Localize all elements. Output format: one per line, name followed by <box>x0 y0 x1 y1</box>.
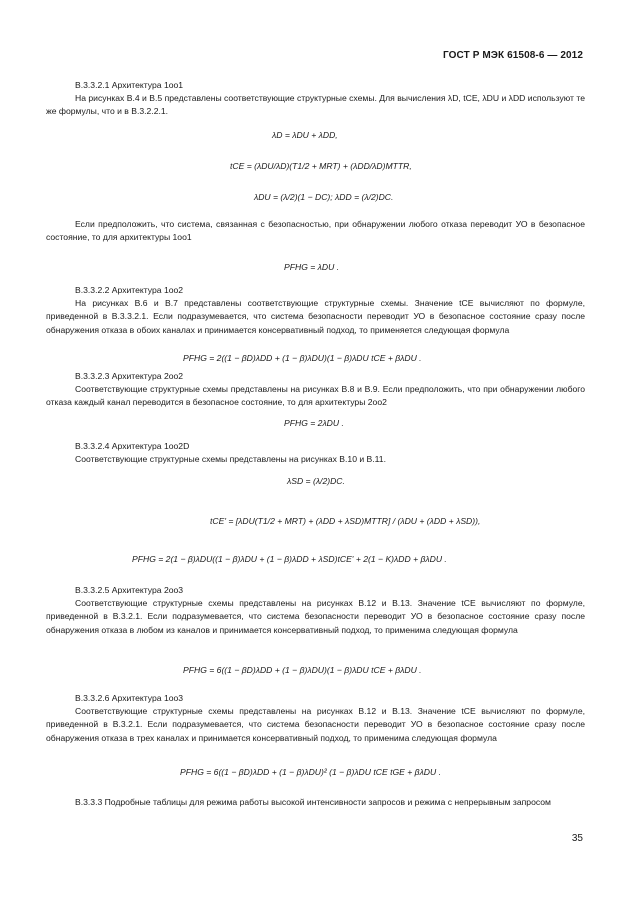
formula-pfh-1oo3: PFHG = 6((1 − βD)λDD + (1 − β)λDU)² (1 − β)λDU tCE tGE + βλDU . <box>180 767 441 777</box>
formula-pfh-1oo2d: PFHG = 2(1 − β)λDU((1 − β)λDU + (1 − β)λDD + λSD)tCE' + 2(1 − K)λDD + βλDU . <box>132 554 447 564</box>
formula-pfh-1oo1: PFHG = λDU . <box>284 262 340 272</box>
section-heading-2oo3: В.3.3.2.5 Архитектура 2oo3 <box>75 585 184 595</box>
section-heading-1oo2: В.3.3.2.2 Архитектура 1oo2 <box>75 285 184 295</box>
paragraph-2oo2: Соответствующие структурные схемы представлены на рисунках В.8 и В.9. Если предположить, что при обнаружении любого отказа каждый канал переводится в безопасное состояние, то для архитектуры 2oo2 <box>46 384 585 408</box>
paragraph-1oo1-intro: На рисунках В.4 и В.5 представлены соответствующие структурные схемы. Для вычисления λD, tCE, λDU и λDD используют те же формулы, что и в В.3.2.2.1. <box>46 93 585 117</box>
paragraph-detailed-tables: В.3.3.3 Подробные таблицы для режима работы высокой интенсивности запросов и режима с непрерывным запросом <box>75 797 551 807</box>
section-heading-2oo2: В.3.3.2.3 Архитектура 2oo2 <box>75 371 184 381</box>
formula-lambda-d: λD = λDU + λDD, <box>272 130 338 140</box>
page-number: 35 <box>571 833 583 844</box>
formula-lambda-du-dd: λDU = (λ/2)(1 − DC); λDD = (λ/2)DC. <box>254 192 394 202</box>
paragraph-1oo2: На рисунках В.6 и В.7 представлены соответствующие структурные схемы. Значение tCE вычисляют по формуле, приведенной в В.3.3.2.1. Если подразумевается, что система безопасности переводит УО в безопасное состояние сразу после обнаружения отказа в обоих каналах и принимается консервативный подход, то применяется следующая формула <box>46 298 585 335</box>
document-header: ГОСТ Р МЭК 61508-6 — 2012 <box>443 50 583 61</box>
section-heading-1oo2d: В.3.3.2.4 Архитектура 1oo2D <box>75 441 190 451</box>
formula-pfh-2oo3: PFHG = 6((1 − βD)λDD + (1 − β)λDU)(1 − β)λDU tCE + βλDU . <box>183 665 422 675</box>
paragraph-2oo3: Соответствующие структурные схемы представлены на рисунках В.12 и В.13. Значение tCE вычисляют по формуле, приведенной в В.3.2.1. Если подразумевается, что система безопасности переводит УО в безопасное состояние сразу после обнаружения отказа в любом из каналов и принимается консервативный подход, то применима следующая формула <box>46 598 585 635</box>
paragraph-1oo1-assumption: Если предположить, что система, связанная с безопасностью, при обнаружении любого отказа переводит УО в безопасное состояние, то для архитектуры 1oo1 <box>46 219 585 243</box>
formula-tce-prime: tCE' = [λDU(T1/2 + MRT) + (λDD + λSD)MTTR] / (λDU + (λDD + λSD)), <box>210 516 481 526</box>
paragraph-1oo3: Соответствующие структурные схемы представлены на рисунках В.12 и В.13. Значение tCE вычисляют по формуле, приведенной в В.3.2.1. Если подразумевается, что система безопасности переводит УО в безопасное состояние сразу после обнаружения отказа в трех каналах и принимается консервативный подход, то применима следующая формула <box>46 706 585 743</box>
formula-tce: tCE = (λDU/λD)(T1/2 + MRT) + (λDD/λD)MTTR, <box>230 161 412 171</box>
formula-lambda-sd: λSD = (λ/2)DC. <box>287 476 345 486</box>
section-heading-1oo3: В.3.3.2.6 Архитектура 1oo3 <box>75 693 184 703</box>
section-heading-1oo1: В.3.3.2.1 Архитектура 1oo1 <box>75 80 184 90</box>
paragraph-1oo2d: Соответствующие структурные схемы представлены на рисунках В.10 и В.11. <box>75 454 386 464</box>
formula-pfh-2oo2: PFHG = 2λDU . <box>284 418 344 428</box>
formula-pfh-1oo2: PFHG = 2((1 − βD)λDD + (1 − β)λDU)(1 − β)λDU tCE + βλDU . <box>183 353 422 363</box>
